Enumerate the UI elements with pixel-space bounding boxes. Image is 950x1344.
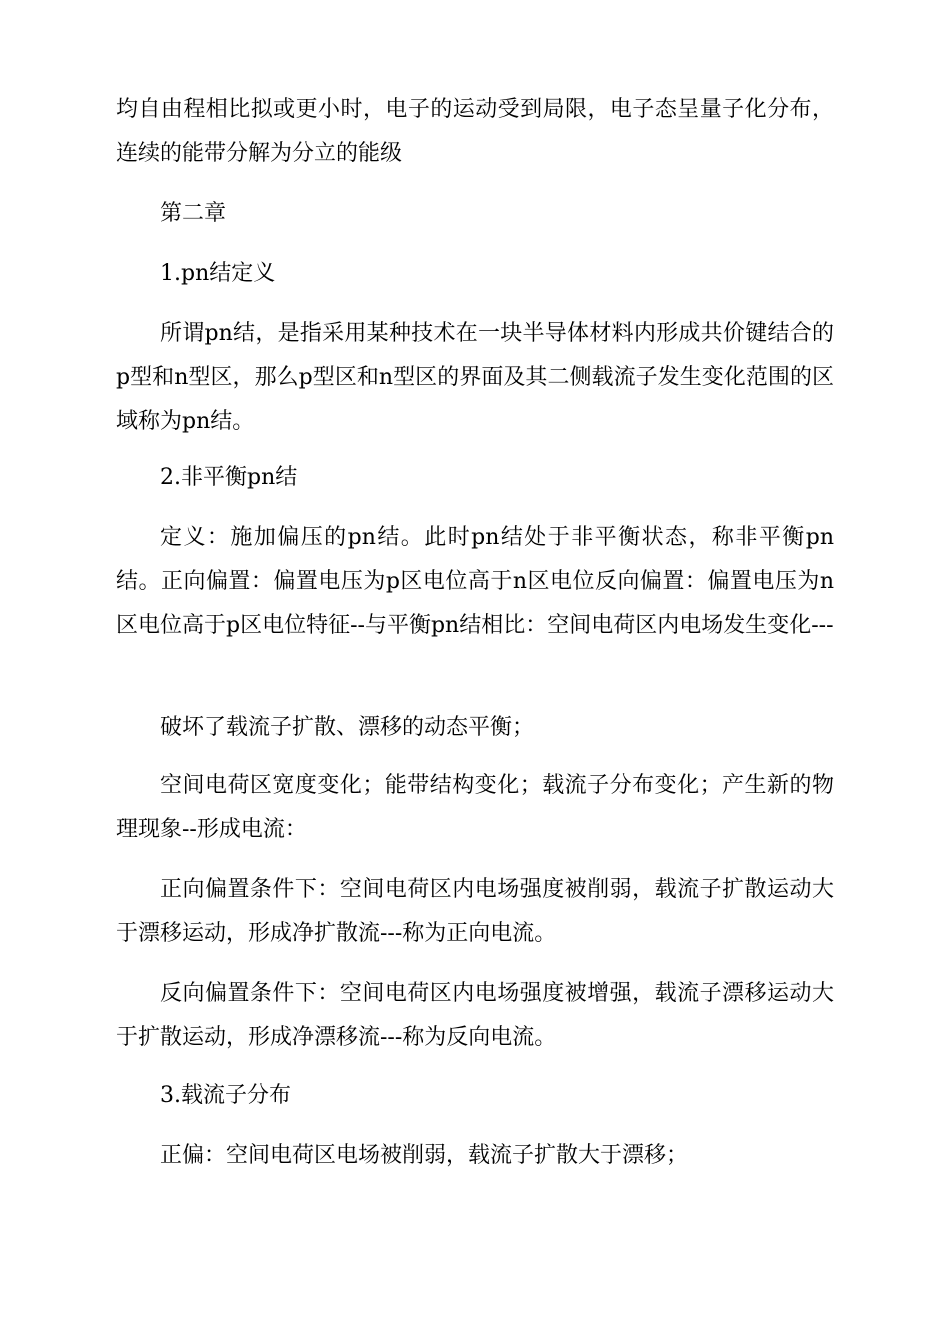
paragraph: 所谓pn结，是指采用某种技术在一块半导体材料内形成共价键结合的p型和n型区，那么p型区和n型区的界面及其二侧载流子发生变化范围的区域称为pn结。 [116,321,834,434]
paragraph: 定义：施加偏压的pn结。此时pn结处于非平衡状态，称非平衡pn结。正向偏置：偏置电压为p区电位高于n区电位反向偏置：偏置电压为n区电位高于p区电位特征--与平衡pn结相比：空间电荷区内电场发生变化--- [116,525,834,638]
paragraph: 空间电荷区宽度变化；能带结构变化；载流子分布变化；产生新的物理现象--形成电流： [116,773,834,842]
paragraph-continuation: 均自由程相比拟或更小时，电子的运动受到局限，电子态呈量子化分布，连续的能带分解为分立的能级 [116,97,834,166]
paragraph: 正向偏置条件下：空间电荷区内电场强度被削弱，载流子扩散运动大于漂移运动，形成净扩散流---称为正向电流。 [116,877,834,946]
paragraph: 破坏了载流子扩散、漂移的动态平衡； [160,715,535,740]
paragraph: 正偏：空间电荷区电场被削弱，载流子扩散大于漂移； [160,1143,689,1168]
chapter-heading: 第二章 [160,201,227,226]
paragraph: 反向偏置条件下：空间电荷区内电场强度被增强，载流子漂移运动大于扩散运动，形成净漂移流---称为反向电流。 [116,981,834,1050]
section-heading: 3.载流子分布 [160,1083,291,1108]
section-heading: 1.pn结定义 [160,261,276,286]
section-heading: 2.非平衡pn结 [160,465,298,490]
